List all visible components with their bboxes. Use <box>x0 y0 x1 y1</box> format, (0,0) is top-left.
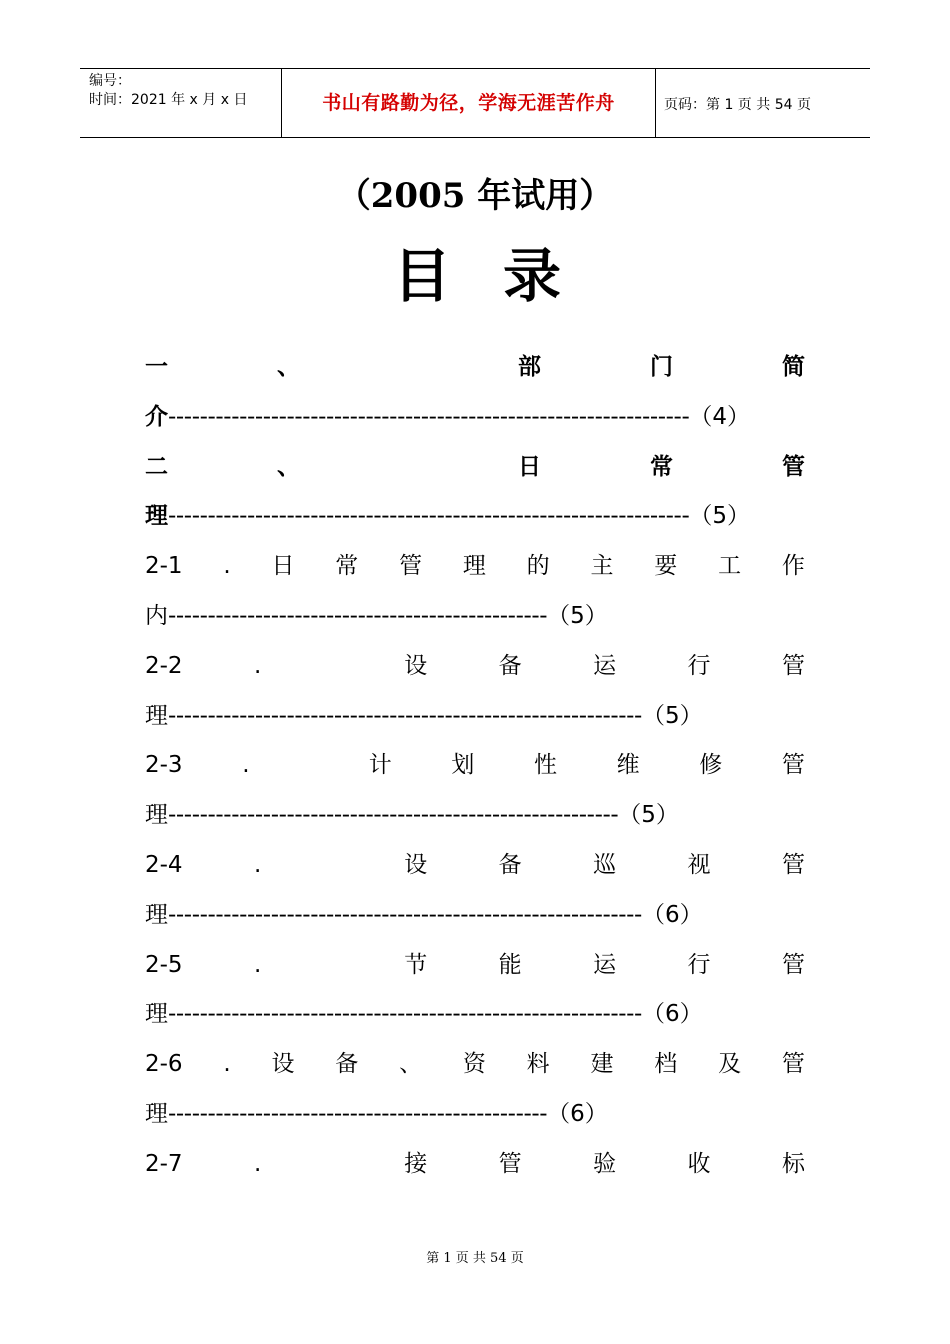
toc-label-part: 性 <box>534 752 558 779</box>
toc-entry-label <box>145 352 805 382</box>
toc-row <box>145 940 805 990</box>
toc-row <box>145 342 805 392</box>
toc-row <box>145 691 805 741</box>
page-footer: 第 1 页 共 54 页 <box>426 1251 524 1266</box>
toc-label-part: 行 <box>687 951 711 978</box>
title-char-2: 录 <box>503 242 562 310</box>
toc-entry-label <box>145 850 805 880</box>
table-of-contents <box>145 342 805 1189</box>
toc-page-number: （6） <box>547 1100 608 1127</box>
toc-leader-start: 理 <box>145 1001 168 1028</box>
toc-label-part: 、 <box>277 453 300 480</box>
time-label: 时间：2021 年 x 月 x 日 <box>89 92 248 108</box>
toc-dash-leader: ------------------------------------------------------------ <box>168 702 642 729</box>
toc-leader-start: 介 <box>145 403 168 430</box>
toc-label-part: 2-5 <box>145 951 183 978</box>
toc-page-number: （6） <box>641 1001 703 1028</box>
toc-row <box>145 790 805 840</box>
toc-label-part: 运 <box>593 652 617 679</box>
toc-row <box>145 1089 805 1139</box>
toc-leader-line <box>145 701 703 731</box>
toc-label-part: 管 <box>781 951 805 978</box>
toc-dash-leader: ------------------------------------------------------------ <box>168 1001 642 1028</box>
toc-leader-line <box>145 501 750 531</box>
toc-page-number: （5） <box>689 503 750 530</box>
toc-label-part: 日 <box>271 553 295 580</box>
header-meta-cell <box>80 69 281 137</box>
toc-leader-line <box>145 601 608 631</box>
toc-label-part: 设 <box>271 1051 295 1078</box>
toc-label-part: 管 <box>781 851 805 878</box>
toc-label-part: 运 <box>593 951 617 978</box>
toc-dash-leader: ------------------------------------------------------------------ <box>168 403 690 430</box>
toc-label-part: 部 <box>518 354 541 380</box>
toc-label-part: 2-7 <box>145 1150 183 1177</box>
toc-dash-leader: --------------------------------------------------------- <box>168 802 619 829</box>
toc-leader-start: 理 <box>145 901 168 928</box>
toc-leader-line <box>145 999 703 1029</box>
toc-entry-label <box>145 551 805 581</box>
toc-label-part: 理 <box>462 553 486 580</box>
toc-label-part: . <box>254 851 262 878</box>
toc-label-part: 设 <box>404 652 428 679</box>
toc-label-part: 管 <box>781 1051 805 1078</box>
toc-row <box>145 541 805 591</box>
toc-label-part: 一 <box>145 354 168 380</box>
toc-label-part: 作 <box>781 553 805 580</box>
toc-label-part: 及 <box>718 1051 742 1078</box>
toc-entry-label <box>145 950 805 980</box>
toc-page-number: （6） <box>641 901 703 928</box>
toc-row <box>145 740 805 790</box>
toc-label-part: 常 <box>335 553 359 580</box>
toc-label-part: . <box>223 553 231 580</box>
toc-leader-start: 理 <box>145 503 168 530</box>
toc-label-part: 简 <box>782 354 805 380</box>
toc-label-part: 验 <box>593 1150 617 1177</box>
toc-label-part: 二 <box>145 453 168 480</box>
toc-label-part: 工 <box>718 553 742 580</box>
toc-label-part: 2-4 <box>145 851 183 878</box>
toc-label-part: 2-2 <box>145 652 183 679</box>
toc-label-part: . <box>242 752 250 779</box>
toc-entry-label <box>145 651 805 681</box>
toc-label-part: 计 <box>368 752 392 779</box>
toc-row <box>145 1139 805 1189</box>
toc-label-part: 维 <box>616 752 640 779</box>
toc-label-part: 管 <box>399 553 423 580</box>
toc-label-part: 档 <box>654 1051 678 1078</box>
toc-leader-line <box>145 402 750 432</box>
toc-label-part: 料 <box>526 1051 550 1078</box>
toc-label-part: 备 <box>335 1051 359 1078</box>
toc-leader-start: 内 <box>145 602 168 629</box>
toc-row <box>145 591 805 641</box>
toc-page-number: （5） <box>547 602 608 629</box>
toc-label-part: 收 <box>687 1150 711 1177</box>
toc-leader-start: 理 <box>145 802 168 829</box>
number-label: 编号： <box>89 73 131 89</box>
toc-page-number: （5） <box>618 802 679 829</box>
toc-label-part: . <box>254 652 262 679</box>
toc-label-part: 管 <box>782 453 805 480</box>
toc-page-number: （5） <box>641 702 703 729</box>
toc-label-part: 标 <box>781 1150 805 1177</box>
toc-label-part: 能 <box>498 951 522 978</box>
toc-entry-label <box>145 750 805 780</box>
toc-leader-start: 理 <box>145 702 168 729</box>
toc-label-part: 巡 <box>593 851 617 878</box>
toc-entry-label <box>145 452 805 482</box>
title-char-1: 目 <box>393 242 452 310</box>
toc-dash-leader: ------------------------------------------------ <box>168 602 548 629</box>
toc-label-part: 备 <box>498 652 522 679</box>
toc-dash-leader: ------------------------------------------------------------------ <box>168 503 690 530</box>
toc-label-part: 修 <box>699 752 723 779</box>
toc-label-part: 、 <box>399 1051 423 1078</box>
toc-label-part: 2-1 <box>145 553 183 580</box>
toc-entry-label <box>145 1149 805 1179</box>
toc-label-part: 管 <box>498 1150 522 1177</box>
toc-label-part: 划 <box>451 752 475 779</box>
toc-label-part: . <box>223 1051 231 1078</box>
toc-label-part: 行 <box>687 652 711 679</box>
toc-label-part: 管 <box>781 652 805 679</box>
toc-row <box>145 840 805 890</box>
toc-leader-line <box>145 1099 608 1129</box>
toc-label-part: 管 <box>781 752 805 779</box>
toc-label-part: 资 <box>462 1051 486 1078</box>
header-page-info: 页码：第 1 页 共 54 页 <box>664 97 811 113</box>
toc-row <box>145 491 805 541</box>
toc-dash-leader: ------------------------------------------------ <box>168 1100 548 1127</box>
toc-label-part: 门 <box>650 354 673 380</box>
header-motto-cell <box>281 69 656 137</box>
header-motto: 书山有路勤为径，学海无涯苦作舟 <box>322 92 615 114</box>
toc-label-part: 要 <box>654 553 678 580</box>
toc-label-part: 日 <box>518 453 541 480</box>
toc-label-part: 主 <box>590 553 614 580</box>
toc-label-part: 备 <box>498 851 522 878</box>
toc-leader-line <box>145 900 703 930</box>
document-header <box>80 68 870 138</box>
toc-label-part: 节 <box>404 951 428 978</box>
header-page-cell <box>655 69 870 137</box>
toc-row <box>145 392 805 442</box>
toc-row <box>145 641 805 691</box>
toc-leader-line <box>145 800 679 830</box>
toc-label-part: . <box>254 1150 262 1177</box>
toc-page-number: （4） <box>689 403 750 430</box>
toc-label-part: 设 <box>404 851 428 878</box>
toc-row <box>145 442 805 492</box>
toc-leader-start: 理 <box>145 1100 168 1127</box>
toc-label-part: . <box>254 951 262 978</box>
toc-entry-label <box>145 1049 805 1079</box>
toc-label-part: 建 <box>590 1051 614 1078</box>
toc-row <box>145 989 805 1039</box>
toc-row <box>145 890 805 940</box>
toc-label-part: 2-6 <box>145 1051 183 1078</box>
toc-label-part: 的 <box>526 553 550 580</box>
toc-label-part: 2-3 <box>145 752 183 779</box>
toc-dash-leader: ------------------------------------------------------------ <box>168 901 642 928</box>
toc-row <box>145 1039 805 1089</box>
document-subtitle: （2005 年试用） <box>336 176 614 216</box>
toc-label-part: 常 <box>650 453 673 480</box>
toc-label-part: 接 <box>404 1150 428 1177</box>
toc-label-part: 视 <box>687 851 711 878</box>
toc-label-part: 、 <box>277 354 300 380</box>
